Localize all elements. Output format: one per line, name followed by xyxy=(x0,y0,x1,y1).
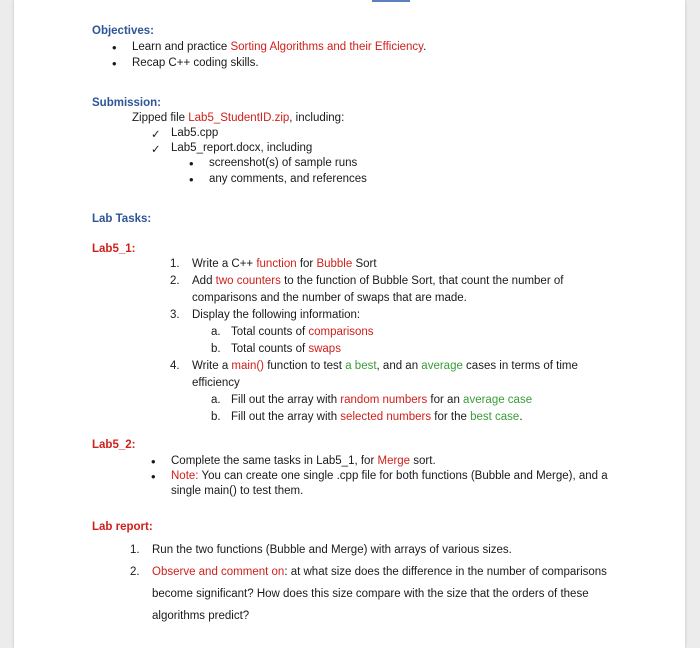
highlight: random numbers xyxy=(340,394,428,406)
text: for the xyxy=(431,411,471,423)
highlight-green: average case xyxy=(463,394,533,406)
text: . xyxy=(519,411,523,423)
objective-item-2: • Recap C++ coding skills. xyxy=(132,57,259,69)
text: Complete the same tasks in Lab5_1, for xyxy=(171,455,378,467)
submission-text: Zipped file xyxy=(132,112,189,124)
lab-tasks-heading: Lab Tasks: xyxy=(92,213,152,225)
task-item-3b xyxy=(211,343,341,355)
report-item-2-line3: algorithms predict? xyxy=(152,610,250,622)
submission-heading: Submission: xyxy=(92,97,162,109)
task-item-1 xyxy=(170,258,377,270)
highlight: Observe and comment on xyxy=(152,566,285,578)
highlight: comparisons xyxy=(308,326,374,338)
text: You can create one single .cpp file for both functions (Bubble and Merge), and a xyxy=(198,470,608,482)
list-letter: b. xyxy=(211,343,221,355)
list-number: 2. xyxy=(170,275,180,287)
highlight-green: average xyxy=(421,360,463,372)
text: : at what size does the difference in the number of comparisons xyxy=(284,566,607,578)
list-number: 4. xyxy=(170,360,180,372)
task-item-4b xyxy=(211,411,523,423)
list-letter: a. xyxy=(211,326,221,338)
highlight: selected numbers xyxy=(340,411,432,423)
list-number: 1. xyxy=(170,258,180,270)
list-number: 2. xyxy=(130,566,140,578)
text: Write a xyxy=(192,360,232,372)
report-item-2 xyxy=(130,566,607,578)
highlight: two counters xyxy=(215,275,281,287)
text: cases in terms of time xyxy=(462,360,578,372)
task-item-3 xyxy=(170,309,361,321)
objective-highlight: Sorting Algorithms and their Efficiency xyxy=(230,41,424,53)
page-top-mark xyxy=(372,0,410,2)
submission-text-end: , including: xyxy=(289,112,345,124)
text: sort. xyxy=(410,455,436,467)
task-item-4 xyxy=(170,360,578,372)
highlight: function xyxy=(256,258,297,270)
list-number: 3. xyxy=(170,309,180,321)
highlight-green: a best xyxy=(345,360,377,372)
list-letter: b. xyxy=(211,411,221,423)
note-label: Note: xyxy=(171,470,199,482)
text: Add xyxy=(192,275,216,287)
submission-bullet-2: • any comments, and references xyxy=(209,173,367,185)
submission-line xyxy=(132,112,344,124)
objective-end: . xyxy=(423,41,427,53)
text: Sort xyxy=(352,258,377,270)
highlight-green: best case xyxy=(470,411,520,423)
lab5-2-heading: Lab5_2: xyxy=(92,439,136,451)
text: for xyxy=(296,258,317,270)
check-icon: ✓ xyxy=(151,129,161,141)
check-item-1 xyxy=(151,127,219,141)
lab-report-heading: Lab report: xyxy=(92,521,153,533)
list-number: 1. xyxy=(130,544,140,556)
highlight: Bubble xyxy=(316,258,353,270)
report-item-2-line2: become significant? How does this size compare with the size that the orders of these xyxy=(152,588,589,600)
text: function to test xyxy=(264,360,346,372)
text: , and an xyxy=(376,360,422,372)
objectives-heading: Objectives: xyxy=(92,25,154,37)
text: Fill out the array with xyxy=(231,411,341,423)
lab5-2-bullet-2-cont: single main() to test them. xyxy=(171,485,304,497)
task-item-3a xyxy=(211,326,374,338)
task-item-2-cont: comparisons and the number of swaps that are made. xyxy=(192,292,467,304)
document-page xyxy=(14,0,685,648)
submission-filename: Lab5_StudentID.zip xyxy=(188,112,290,124)
text: for an xyxy=(427,394,464,406)
lab5-2-bullet-1 xyxy=(171,455,436,467)
text: Write a C++ xyxy=(192,258,257,270)
check-label: Lab5_report.docx, including xyxy=(171,142,313,154)
objective-text: Learn and practice xyxy=(132,41,231,53)
highlight: main() xyxy=(231,360,265,372)
highlight: Merge xyxy=(377,455,411,467)
highlight: swaps xyxy=(308,343,341,355)
report-item-1 xyxy=(130,544,512,556)
list-letter: a. xyxy=(211,394,221,406)
lab5-1-heading: Lab5_1: xyxy=(92,243,136,255)
objective-item-1 xyxy=(132,41,426,53)
check-item-2 xyxy=(151,142,313,156)
task-item-4a xyxy=(211,394,533,406)
task-item-2 xyxy=(170,275,564,287)
task-item-4-cont: efficiency xyxy=(192,377,240,389)
check-label: Lab5.cpp xyxy=(171,127,219,139)
check-icon: ✓ xyxy=(151,144,161,156)
text: Total counts of xyxy=(231,326,309,338)
text: Display the following information: xyxy=(192,309,361,321)
text: Run the two functions (Bubble and Merge) with arrays of various sizes. xyxy=(152,544,512,556)
text: Total counts of xyxy=(231,343,309,355)
text: Fill out the array with xyxy=(231,394,341,406)
text: to the function of Bubble Sort, that count the number of xyxy=(280,275,564,287)
submission-bullet-1: • screenshot(s) of sample runs xyxy=(209,157,357,169)
lab5-2-bullet-2 xyxy=(171,470,608,482)
